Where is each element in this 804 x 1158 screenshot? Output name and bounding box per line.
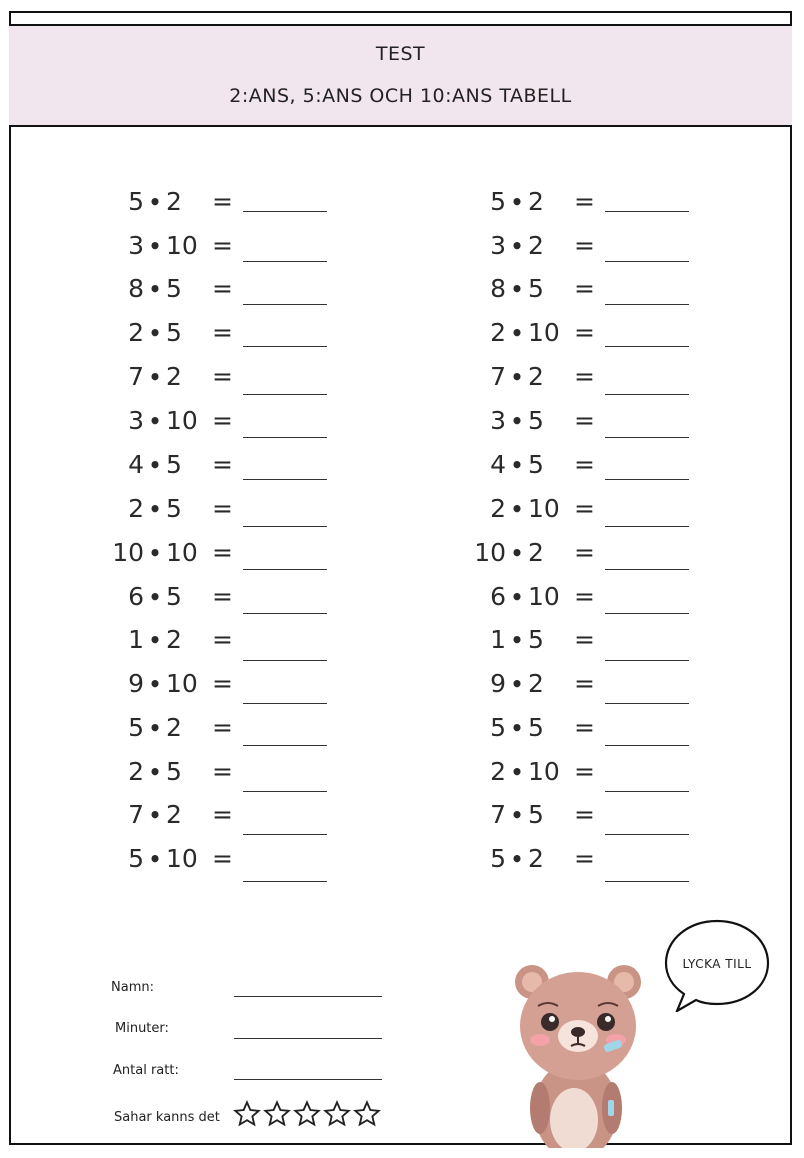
answer-blank[interactable] — [243, 791, 327, 792]
factor-b: 5 — [528, 274, 544, 303]
problem-row — [462, 582, 702, 622]
equals-sign: = — [212, 582, 233, 611]
factor-b: 2 — [166, 187, 182, 216]
minutes-label: Minuter: — [115, 1021, 169, 1036]
factor-b: 2 — [528, 844, 544, 873]
factor-a: 6 — [128, 582, 144, 611]
factor-a: 5 — [128, 844, 144, 873]
factor-a: 4 — [128, 450, 144, 479]
factor-b: 10 — [528, 757, 560, 786]
problem-row — [100, 450, 340, 490]
problem-row — [100, 844, 340, 884]
problem-row — [100, 494, 340, 534]
factor-a: 3 — [490, 406, 506, 435]
multiply-dot: • — [510, 628, 524, 652]
answer-blank[interactable] — [605, 479, 689, 480]
answer-blank[interactable] — [243, 526, 327, 527]
factor-b: 5 — [166, 450, 182, 479]
factor-a: 6 — [490, 582, 506, 611]
correct-count-label: Antal ratt: — [113, 1063, 179, 1078]
problem-row — [462, 713, 702, 753]
equals-sign: = — [212, 362, 233, 391]
factor-a: 3 — [128, 231, 144, 260]
equals-sign: = — [212, 187, 233, 216]
problem-row — [462, 757, 702, 797]
answer-blank[interactable] — [243, 703, 327, 704]
factor-a: 2 — [128, 494, 144, 523]
answer-blank[interactable] — [605, 834, 689, 835]
equals-sign: = — [574, 318, 595, 347]
factor-b: 5 — [528, 625, 544, 654]
problem-row — [100, 757, 340, 797]
factor-b: 10 — [528, 494, 560, 523]
multiply-dot: • — [510, 847, 524, 871]
equals-sign: = — [212, 669, 233, 698]
problem-row — [462, 362, 702, 402]
multiply-dot: • — [148, 541, 162, 565]
problem-row — [100, 187, 340, 227]
equals-sign: = — [574, 538, 595, 567]
equals-sign: = — [212, 494, 233, 523]
problem-row — [100, 713, 340, 753]
equals-sign: = — [212, 844, 233, 873]
answer-blank[interactable] — [605, 613, 689, 614]
rating-stars[interactable] — [233, 1100, 381, 1128]
equals-sign: = — [574, 625, 595, 654]
star-icon[interactable] — [353, 1100, 381, 1128]
equals-sign: = — [212, 625, 233, 654]
factor-a: 3 — [128, 406, 144, 435]
problem-row — [462, 494, 702, 534]
factor-b: 5 — [166, 757, 182, 786]
factor-b: 2 — [528, 669, 544, 698]
factor-b: 5 — [166, 582, 182, 611]
factor-a: 8 — [490, 274, 506, 303]
multiply-dot: • — [510, 409, 524, 433]
factor-a: 7 — [128, 800, 144, 829]
problem-row — [100, 625, 340, 665]
problem-row — [100, 669, 340, 709]
answer-blank[interactable] — [243, 569, 327, 570]
multiply-dot: • — [148, 672, 162, 696]
factor-b: 2 — [166, 713, 182, 742]
factor-a: 5 — [490, 187, 506, 216]
multiply-dot: • — [148, 716, 162, 740]
factor-a: 7 — [128, 362, 144, 391]
factor-b: 5 — [166, 494, 182, 523]
factor-a: 2 — [490, 757, 506, 786]
equals-sign: = — [212, 274, 233, 303]
multiply-dot: • — [510, 585, 524, 609]
factor-b: 2 — [528, 187, 544, 216]
factor-a: 1 — [490, 625, 506, 654]
multiply-dot: • — [148, 365, 162, 389]
factor-b: 2 — [166, 800, 182, 829]
star-icon[interactable] — [263, 1100, 291, 1128]
factor-a: 5 — [128, 187, 144, 216]
equals-sign: = — [574, 187, 595, 216]
equals-sign: = — [574, 713, 595, 742]
factor-b: 10 — [166, 406, 198, 435]
multiply-dot: • — [510, 453, 524, 477]
answer-blank[interactable] — [243, 613, 327, 614]
factor-a: 5 — [490, 713, 506, 742]
answer-blank[interactable] — [243, 660, 327, 661]
problem-row — [462, 406, 702, 446]
problem-row — [100, 231, 340, 271]
answer-blank[interactable] — [605, 745, 689, 746]
multiply-dot: • — [148, 409, 162, 433]
factor-b: 5 — [528, 800, 544, 829]
factor-a: 9 — [128, 669, 144, 698]
equals-sign: = — [574, 669, 595, 698]
problem-row — [462, 669, 702, 709]
multiply-dot: • — [148, 321, 162, 345]
problem-row — [100, 406, 340, 446]
factor-b: 10 — [166, 538, 198, 567]
multiply-dot: • — [510, 234, 524, 258]
answer-blank[interactable] — [243, 479, 327, 480]
factor-b: 2 — [528, 231, 544, 260]
factor-b: 5 — [166, 318, 182, 347]
equals-sign: = — [574, 450, 595, 479]
equals-sign: = — [212, 800, 233, 829]
problem-row — [462, 450, 702, 490]
multiply-dot: • — [510, 321, 524, 345]
equals-sign: = — [574, 274, 595, 303]
minutes-field[interactable] — [234, 1038, 382, 1039]
factor-b: 5 — [528, 406, 544, 435]
factor-b: 10 — [528, 582, 560, 611]
problem-row — [462, 538, 702, 578]
factor-a: 9 — [490, 669, 506, 698]
equals-sign: = — [212, 538, 233, 567]
answer-blank[interactable] — [605, 660, 689, 661]
answer-blank[interactable] — [243, 437, 327, 438]
problem-row — [100, 800, 340, 840]
equals-sign: = — [212, 757, 233, 786]
answer-blank[interactable] — [605, 261, 689, 262]
factor-b: 5 — [528, 713, 544, 742]
problem-row — [462, 187, 702, 227]
factor-b: 10 — [166, 844, 198, 873]
problem-row — [462, 274, 702, 314]
answer-blank[interactable] — [605, 703, 689, 704]
factor-a: 8 — [128, 274, 144, 303]
equals-sign: = — [574, 231, 595, 260]
equals-sign: = — [212, 318, 233, 347]
equals-sign: = — [574, 362, 595, 391]
factor-a: 2 — [490, 318, 506, 347]
multiply-dot: • — [148, 190, 162, 214]
answer-blank[interactable] — [605, 881, 689, 882]
multiply-dot: • — [148, 847, 162, 871]
answer-blank[interactable] — [243, 394, 327, 395]
factor-a: 10 — [112, 538, 144, 567]
problem-row — [462, 800, 702, 840]
answer-blank[interactable] — [605, 304, 689, 305]
problem-row — [462, 318, 702, 358]
problem-row — [100, 274, 340, 314]
multiply-dot: • — [510, 803, 524, 827]
multiply-dot: • — [510, 277, 524, 301]
worksheet-subtitle: 2:ANS, 5:ANS OCH 10:ANS TABELL — [229, 85, 572, 107]
factor-b: 10 — [166, 231, 198, 260]
name-field[interactable] — [234, 996, 382, 997]
equals-sign: = — [574, 757, 595, 786]
star-icon[interactable] — [293, 1100, 321, 1128]
factor-a: 7 — [490, 800, 506, 829]
multiply-dot: • — [148, 277, 162, 301]
multiply-dot: • — [510, 716, 524, 740]
factor-a: 2 — [490, 494, 506, 523]
answer-blank[interactable] — [605, 526, 689, 527]
factor-a: 4 — [490, 450, 506, 479]
star-icon[interactable] — [323, 1100, 351, 1128]
multiply-dot: • — [510, 541, 524, 565]
answer-blank[interactable] — [243, 346, 327, 347]
multiply-dot: • — [148, 628, 162, 652]
problem-row — [100, 362, 340, 402]
problem-row — [100, 538, 340, 578]
answer-blank[interactable] — [605, 437, 689, 438]
answer-blank[interactable] — [605, 394, 689, 395]
correct-count-field[interactable] — [234, 1079, 382, 1080]
factor-a: 2 — [128, 757, 144, 786]
multiply-dot: • — [510, 760, 524, 784]
factor-b: 5 — [166, 274, 182, 303]
answer-blank[interactable] — [605, 791, 689, 792]
factor-a: 5 — [490, 844, 506, 873]
answer-blank[interactable] — [243, 211, 327, 212]
multiply-dot: • — [148, 803, 162, 827]
equals-sign: = — [574, 844, 595, 873]
multiply-dot: • — [148, 234, 162, 258]
answer-blank[interactable] — [605, 211, 689, 212]
multiply-dot: • — [148, 453, 162, 477]
equals-sign: = — [212, 713, 233, 742]
factor-b: 2 — [166, 362, 182, 391]
multiply-dot: • — [510, 497, 524, 521]
factor-b: 10 — [166, 669, 198, 698]
multiply-dot: • — [148, 760, 162, 784]
problem-row — [462, 844, 702, 884]
multiply-dot: • — [510, 365, 524, 389]
problem-row — [462, 231, 702, 271]
equals-sign: = — [212, 406, 233, 435]
bubble-text: LYCKA TILL — [682, 957, 752, 971]
answer-blank[interactable] — [243, 745, 327, 746]
multiply-dot: • — [148, 497, 162, 521]
answer-blank[interactable] — [243, 881, 327, 882]
equals-sign: = — [212, 231, 233, 260]
factor-a: 3 — [490, 231, 506, 260]
multiply-dot: • — [510, 190, 524, 214]
equals-sign: = — [574, 582, 595, 611]
factor-a: 7 — [490, 362, 506, 391]
factor-b: 2 — [528, 362, 544, 391]
answer-blank[interactable] — [243, 261, 327, 262]
answer-blank[interactable] — [605, 569, 689, 570]
bear-illustration — [508, 960, 648, 1148]
factor-a: 10 — [474, 538, 506, 567]
factor-b: 10 — [528, 318, 560, 347]
multiply-dot: • — [510, 672, 524, 696]
problem-row — [462, 625, 702, 665]
problem-row — [100, 582, 340, 622]
problem-row — [100, 318, 340, 358]
factor-b: 5 — [528, 450, 544, 479]
name-label: Namn: — [111, 980, 154, 995]
multiply-dot: • — [148, 585, 162, 609]
factor-b: 2 — [528, 538, 544, 567]
answer-blank[interactable] — [243, 834, 327, 835]
answer-blank[interactable] — [605, 346, 689, 347]
answer-blank[interactable] — [243, 304, 327, 305]
worksheet-header — [9, 26, 792, 127]
factor-b: 2 — [166, 625, 182, 654]
star-icon[interactable] — [233, 1100, 261, 1128]
equals-sign: = — [574, 494, 595, 523]
factor-a: 2 — [128, 318, 144, 347]
factor-a: 5 — [128, 713, 144, 742]
rating-label: Sahar kanns det — [114, 1110, 220, 1125]
equals-sign: = — [574, 800, 595, 829]
equals-sign: = — [574, 406, 595, 435]
equals-sign: = — [212, 450, 233, 479]
worksheet-title: TEST — [375, 43, 426, 65]
factor-a: 1 — [128, 625, 144, 654]
